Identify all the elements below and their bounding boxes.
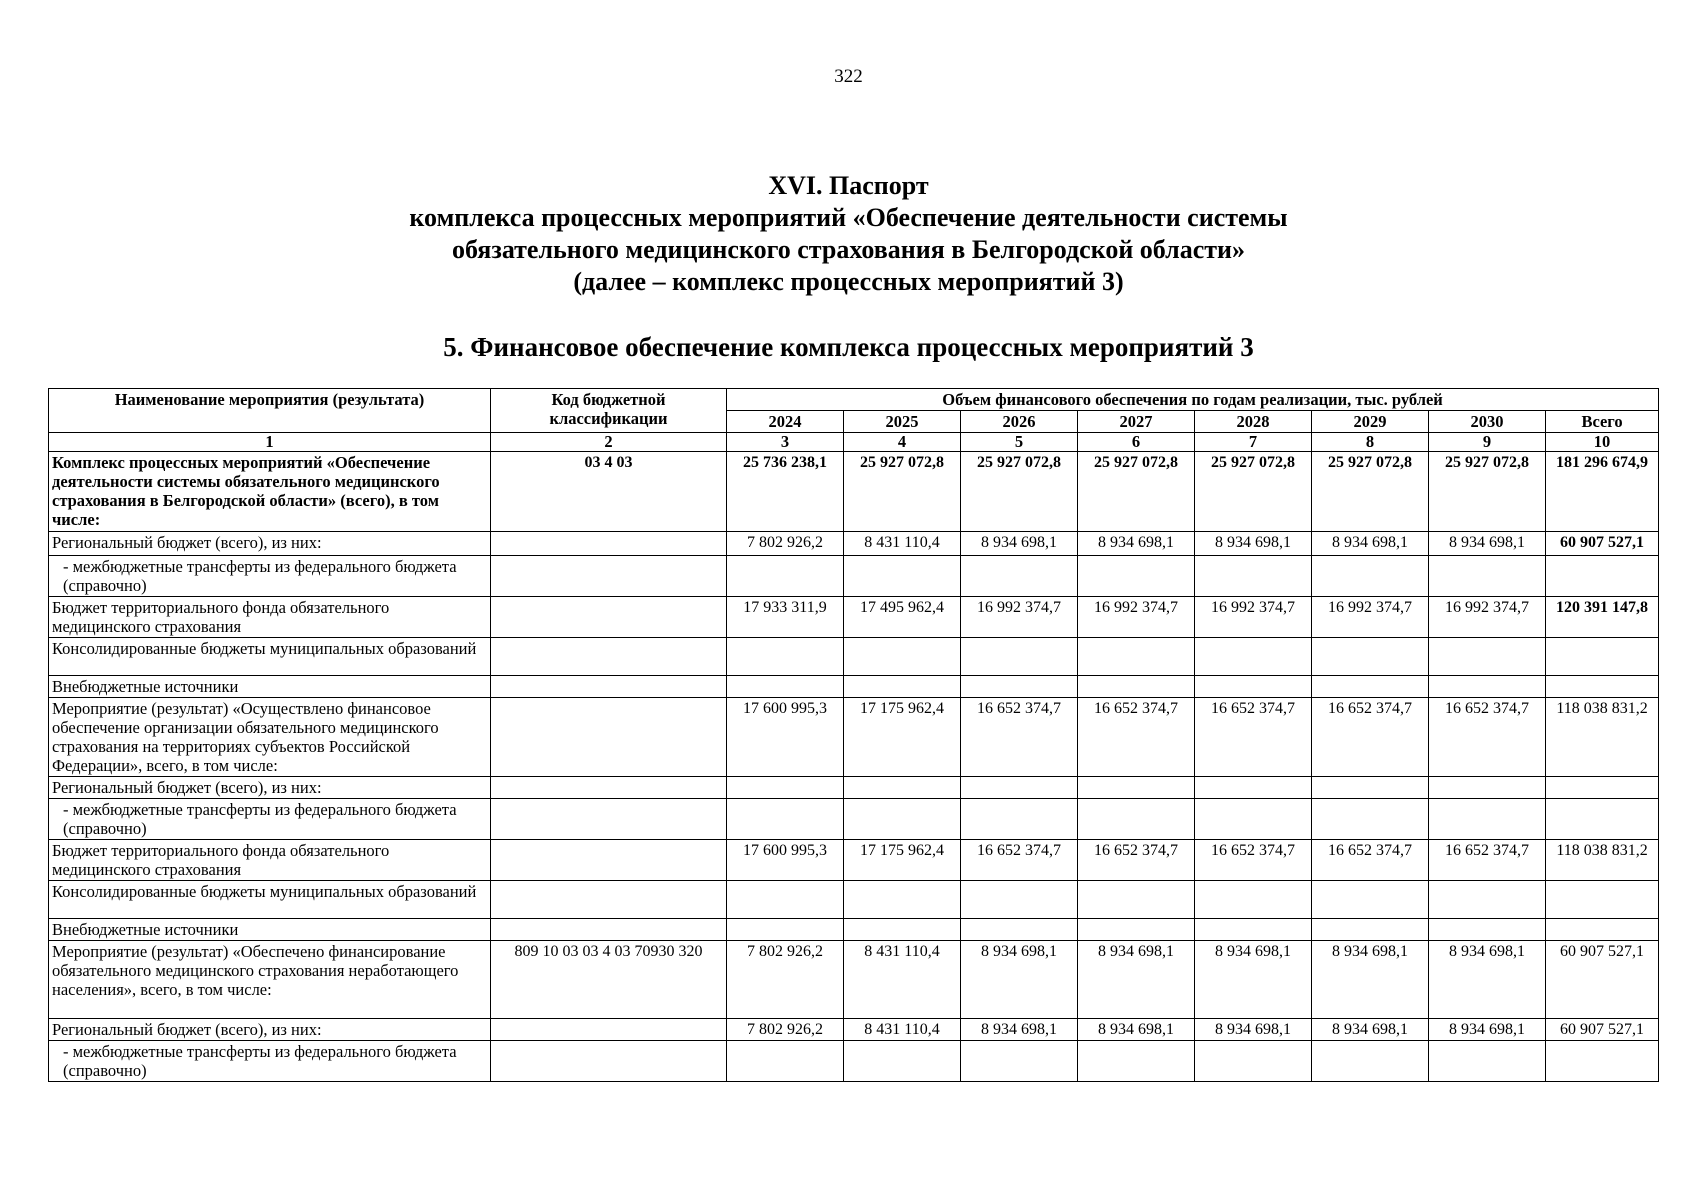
row-year-value: 25 927 072,8 xyxy=(1078,452,1195,532)
row-year-value: 25 736 238,1 xyxy=(727,452,844,532)
row-total-value: 118 038 831,2 xyxy=(1546,698,1659,777)
column-number: 10 xyxy=(1546,433,1659,452)
row-year-value xyxy=(1312,919,1429,941)
row-year-value xyxy=(1429,556,1546,597)
table-row xyxy=(49,799,1659,840)
table-row xyxy=(49,452,1659,532)
column-number: 9 xyxy=(1429,433,1546,452)
header-row-main xyxy=(49,389,1659,411)
row-code xyxy=(491,556,727,597)
row-code: 809 10 03 03 4 03 70930 320 xyxy=(491,941,727,1019)
row-code xyxy=(491,777,727,799)
row-year-value xyxy=(1078,556,1195,597)
table-row xyxy=(49,881,1659,919)
row-code xyxy=(491,532,727,556)
row-year-value: 16 652 374,7 xyxy=(1195,698,1312,777)
column-number: 1 xyxy=(49,433,491,452)
table-row xyxy=(49,1041,1659,1082)
row-year-value xyxy=(961,1041,1078,1082)
row-year-value: 8 431 110,4 xyxy=(844,532,961,556)
row-year-value xyxy=(844,1041,961,1082)
row-code xyxy=(491,919,727,941)
row-year-value: 16 652 374,7 xyxy=(1429,840,1546,881)
row-year-value: 17 175 962,4 xyxy=(844,840,961,881)
row-year-value xyxy=(961,777,1078,799)
row-year-value xyxy=(844,881,961,919)
row-code xyxy=(491,698,727,777)
row-year-value: 8 934 698,1 xyxy=(1195,1019,1312,1041)
column-number: 3 xyxy=(727,433,844,452)
financing-table xyxy=(48,388,1659,1082)
row-year-value: 8 934 698,1 xyxy=(1429,1019,1546,1041)
row-year-value xyxy=(1312,556,1429,597)
row-name: Бюджет территориального фонда обязательного медицинского страхования xyxy=(49,597,491,638)
column-number: 8 xyxy=(1312,433,1429,452)
row-name: Бюджет территориального фонда обязательного медицинского страхования xyxy=(49,840,491,881)
row-total-value: 60 907 527,1 xyxy=(1546,941,1659,1019)
row-year-value xyxy=(961,799,1078,840)
row-year-value xyxy=(844,777,961,799)
header-code: Код бюджетной классификации xyxy=(491,389,727,433)
row-total-value xyxy=(1546,919,1659,941)
row-year-value xyxy=(844,556,961,597)
row-year-value xyxy=(1078,777,1195,799)
row-year-value xyxy=(727,777,844,799)
row-code xyxy=(491,1041,727,1082)
row-name: Мероприятие (результат) «Обеспечено финансирование обязательного медицинского страхования неработающего населения», всего, в том числе: xyxy=(49,941,491,1019)
table-row xyxy=(49,1019,1659,1041)
table-body xyxy=(49,452,1659,1082)
header-name: Наименование мероприятия (результата) xyxy=(49,389,491,433)
row-year-value: 8 934 698,1 xyxy=(1195,532,1312,556)
row-name: Консолидированные бюджеты муниципальных образований xyxy=(49,638,491,676)
row-year-value xyxy=(1195,881,1312,919)
row-year-value: 16 652 374,7 xyxy=(961,840,1078,881)
row-name: Региональный бюджет (всего), из них: xyxy=(49,532,491,556)
heading-line-1: XVI. Паспорт xyxy=(768,171,929,200)
row-total-value xyxy=(1546,556,1659,597)
row-year-value: 8 934 698,1 xyxy=(1078,1019,1195,1041)
row-year-value: 16 652 374,7 xyxy=(1195,840,1312,881)
row-code xyxy=(491,676,727,698)
row-year-value: 17 933 311,9 xyxy=(727,597,844,638)
row-year-value: 8 934 698,1 xyxy=(1078,532,1195,556)
row-year-value xyxy=(727,556,844,597)
row-year-value: 8 934 698,1 xyxy=(1312,941,1429,1019)
row-year-value xyxy=(1195,777,1312,799)
row-name: Внебюджетные источники xyxy=(49,919,491,941)
heading-line-4: (далее – комплекс процессных мероприятий 3) xyxy=(573,267,1124,296)
row-year-value xyxy=(1195,799,1312,840)
row-total-value xyxy=(1546,638,1659,676)
table-row xyxy=(49,597,1659,638)
row-code: 03 4 03 xyxy=(491,452,727,532)
row-year-value: 16 652 374,7 xyxy=(1078,840,1195,881)
row-year-value: 16 652 374,7 xyxy=(1429,698,1546,777)
row-name: Комплекс процессных мероприятий «Обеспечение деятельности системы обязательного медицинского страхования в Белгородской области» (всего), в том числе: xyxy=(49,452,491,532)
row-total-value: 118 038 831,2 xyxy=(1546,840,1659,881)
header-volume: Объем финансового обеспечения по годам реализации, тыс. рублей xyxy=(727,389,1659,411)
row-year-value xyxy=(1429,676,1546,698)
row-year-value xyxy=(1429,881,1546,919)
row-code xyxy=(491,881,727,919)
row-year-value xyxy=(1429,1041,1546,1082)
row-code xyxy=(491,638,727,676)
row-year-value xyxy=(1312,638,1429,676)
row-year-value xyxy=(727,799,844,840)
column-number: 5 xyxy=(961,433,1078,452)
row-year-value xyxy=(727,638,844,676)
row-year-value: 8 934 698,1 xyxy=(1078,941,1195,1019)
row-year-value xyxy=(1312,799,1429,840)
row-name: Внебюджетные источники xyxy=(49,676,491,698)
row-year-value: 16 652 374,7 xyxy=(1312,698,1429,777)
column-number: 2 xyxy=(491,433,727,452)
row-year-value: 8 934 698,1 xyxy=(961,1019,1078,1041)
row-year-value: 16 652 374,7 xyxy=(1078,698,1195,777)
row-year-value xyxy=(961,638,1078,676)
row-year-value: 25 927 072,8 xyxy=(844,452,961,532)
row-year-value xyxy=(1312,1041,1429,1082)
row-year-value: 8 934 698,1 xyxy=(1429,941,1546,1019)
row-year-value xyxy=(1429,777,1546,799)
row-year-value xyxy=(727,881,844,919)
row-year-value xyxy=(1312,676,1429,698)
row-year-value xyxy=(727,676,844,698)
table-row xyxy=(49,919,1659,941)
row-year-value: 8 431 110,4 xyxy=(844,1019,961,1041)
heading-line-3: обязательного медицинского страхования в Белгородской области» xyxy=(451,235,1246,264)
row-name: Мероприятие (результат) «Осуществлено финансовое обеспечение организации обязательного медицинского страхования на территориях субъектов Российской Федерации», всего, в том числе: xyxy=(49,698,491,777)
row-name: Консолидированные бюджеты муниципальных образований xyxy=(49,881,491,919)
row-total-value xyxy=(1546,799,1659,840)
row-name: - межбюджетные трансферты из федерального бюджета (справочно) xyxy=(49,556,491,597)
row-name: - межбюджетные трансферты из федерального бюджета (справочно) xyxy=(49,799,491,840)
row-year-value: 16 992 374,7 xyxy=(961,597,1078,638)
table-row xyxy=(49,556,1659,597)
row-year-value: 17 600 995,3 xyxy=(727,698,844,777)
row-code xyxy=(491,799,727,840)
row-year-value: 16 652 374,7 xyxy=(961,698,1078,777)
table-row xyxy=(49,532,1659,556)
header-year: 2030 xyxy=(1429,411,1546,433)
row-year-value xyxy=(1078,881,1195,919)
row-year-value: 8 431 110,4 xyxy=(844,941,961,1019)
row-year-value: 25 927 072,8 xyxy=(1429,452,1546,532)
row-year-value: 25 927 072,8 xyxy=(961,452,1078,532)
row-year-value: 7 802 926,2 xyxy=(727,1019,844,1041)
row-year-value xyxy=(1312,881,1429,919)
row-year-value xyxy=(961,881,1078,919)
header-year: 2026 xyxy=(961,411,1078,433)
row-year-value xyxy=(727,1041,844,1082)
row-year-value: 25 927 072,8 xyxy=(1195,452,1312,532)
row-year-value: 7 802 926,2 xyxy=(727,532,844,556)
column-number: 4 xyxy=(844,433,961,452)
row-year-value: 17 175 962,4 xyxy=(844,698,961,777)
row-year-value xyxy=(1195,638,1312,676)
heading-line-2: комплекса процессных мероприятий «Обеспечение деятельности системы xyxy=(409,203,1288,232)
row-year-value: 16 992 374,7 xyxy=(1312,597,1429,638)
row-year-value xyxy=(1195,1041,1312,1082)
row-total-value: 120 391 147,8 xyxy=(1546,597,1659,638)
row-year-value xyxy=(1078,676,1195,698)
row-year-value xyxy=(1429,919,1546,941)
row-year-value xyxy=(844,638,961,676)
row-year-value: 7 802 926,2 xyxy=(727,941,844,1019)
row-year-value: 8 934 698,1 xyxy=(1429,532,1546,556)
table-row xyxy=(49,638,1659,676)
row-year-value xyxy=(844,676,961,698)
header-year: 2028 xyxy=(1195,411,1312,433)
row-year-value xyxy=(1195,676,1312,698)
row-year-value xyxy=(1195,919,1312,941)
row-year-value: 8 934 698,1 xyxy=(961,941,1078,1019)
header-year: 2025 xyxy=(844,411,961,433)
row-year-value xyxy=(961,919,1078,941)
header-total: Всего xyxy=(1546,411,1659,433)
row-year-value xyxy=(1078,919,1195,941)
row-name: Региональный бюджет (всего), из них: xyxy=(49,777,491,799)
table-row xyxy=(49,698,1659,777)
row-total-value xyxy=(1546,1041,1659,1082)
row-total-value: 181 296 674,9 xyxy=(1546,452,1659,532)
row-name: - межбюджетные трансферты из федерального бюджета (справочно) xyxy=(49,1041,491,1082)
table-row xyxy=(49,840,1659,881)
document-heading xyxy=(0,170,1697,298)
section-title: 5. Финансовое обеспечение комплекса процессных мероприятий 3 xyxy=(443,332,1254,362)
row-year-value: 16 992 374,7 xyxy=(1078,597,1195,638)
row-year-value xyxy=(1312,777,1429,799)
column-number: 7 xyxy=(1195,433,1312,452)
row-year-value xyxy=(727,919,844,941)
header-year: 2024 xyxy=(727,411,844,433)
row-name: Региональный бюджет (всего), из них: xyxy=(49,1019,491,1041)
row-year-value xyxy=(1195,556,1312,597)
header-year: 2029 xyxy=(1312,411,1429,433)
row-total-value xyxy=(1546,777,1659,799)
row-year-value xyxy=(844,919,961,941)
row-year-value xyxy=(844,799,961,840)
table-row xyxy=(49,777,1659,799)
row-year-value: 8 934 698,1 xyxy=(1195,941,1312,1019)
page-number: 322 xyxy=(834,66,863,87)
row-year-value xyxy=(1078,799,1195,840)
row-year-value xyxy=(1078,1041,1195,1082)
row-year-value: 16 992 374,7 xyxy=(1195,597,1312,638)
row-year-value: 17 600 995,3 xyxy=(727,840,844,881)
row-year-value xyxy=(1429,638,1546,676)
row-code xyxy=(491,1019,727,1041)
row-code xyxy=(491,597,727,638)
row-year-value: 8 934 698,1 xyxy=(1312,1019,1429,1041)
row-code xyxy=(491,840,727,881)
table-row xyxy=(49,676,1659,698)
row-total-value: 60 907 527,1 xyxy=(1546,1019,1659,1041)
row-year-value: 17 495 962,4 xyxy=(844,597,961,638)
row-total-value xyxy=(1546,676,1659,698)
row-year-value: 16 992 374,7 xyxy=(1429,597,1546,638)
row-year-value xyxy=(961,556,1078,597)
row-year-value: 8 934 698,1 xyxy=(961,532,1078,556)
row-year-value: 25 927 072,8 xyxy=(1312,452,1429,532)
row-year-value: 8 934 698,1 xyxy=(1312,532,1429,556)
row-year-value: 16 652 374,7 xyxy=(1312,840,1429,881)
column-numbers-row xyxy=(49,433,1659,452)
row-year-value xyxy=(1429,799,1546,840)
header-year: 2027 xyxy=(1078,411,1195,433)
row-total-value xyxy=(1546,881,1659,919)
row-year-value xyxy=(1078,638,1195,676)
row-total-value: 60 907 527,1 xyxy=(1546,532,1659,556)
row-year-value xyxy=(961,676,1078,698)
table-row xyxy=(49,941,1659,1019)
column-number: 6 xyxy=(1078,433,1195,452)
